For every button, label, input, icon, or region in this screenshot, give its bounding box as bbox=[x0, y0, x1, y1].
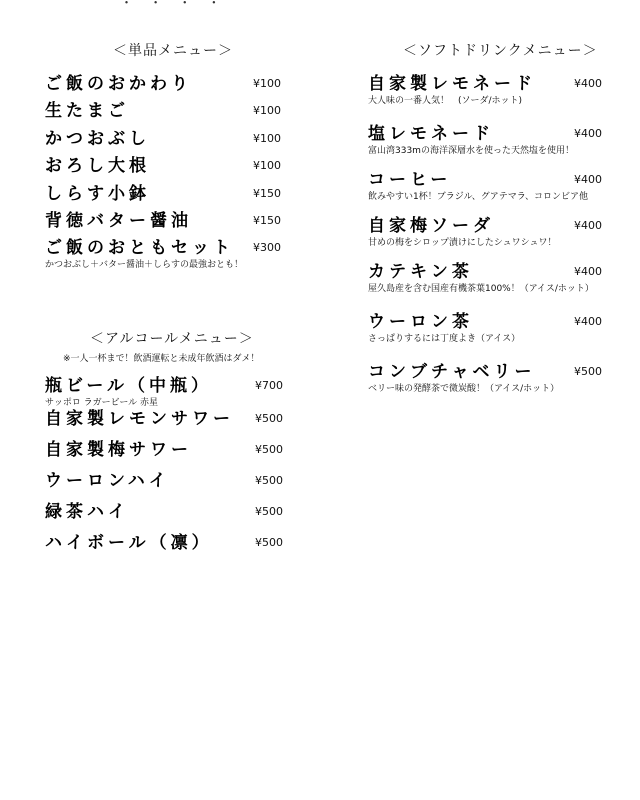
menu-item-name: ご飯のおともセット bbox=[45, 238, 234, 259]
soft-drink-menu-list bbox=[368, 74, 618, 408]
soft-drink-menu-title: ＜ソフトドリンクメニュー＞ bbox=[403, 43, 598, 59]
menu-item bbox=[368, 312, 618, 362]
menu-item-name: ご飯のおかわり bbox=[45, 74, 192, 94]
menu-item-price: ¥100 bbox=[253, 77, 281, 90]
menu-item-price: ¥400 bbox=[574, 315, 602, 328]
soft-drink-menu-section bbox=[368, 40, 618, 408]
menu-item-name: ウーロン茶 bbox=[368, 312, 473, 332]
menu-item bbox=[368, 216, 618, 262]
menu-item-description: 屋久島産を含む国産有機茶葉100%！（アイス/ホット） bbox=[368, 284, 594, 294]
single-menu-title: ＜単品メニュー＞ bbox=[113, 43, 233, 59]
alcohol-menu-section bbox=[45, 328, 290, 564]
menu-item-price: ¥400 bbox=[574, 173, 602, 186]
menu-item bbox=[45, 74, 290, 101]
menu-item bbox=[368, 124, 618, 170]
menu-item-name: 自家梅ソーダ bbox=[368, 216, 494, 236]
single-item-menu-section bbox=[45, 40, 290, 272]
menu-item bbox=[45, 184, 290, 211]
menu-item-price: ¥100 bbox=[253, 131, 281, 145]
menu-item-name: ウーロンハイ bbox=[45, 471, 170, 491]
menu-item bbox=[45, 533, 290, 564]
menu-item-name: 自家製レモネード bbox=[368, 74, 536, 94]
menu-item-price: ¥500 bbox=[255, 536, 283, 549]
menu-item-name: 自家製レモンサワー bbox=[45, 409, 234, 429]
menu-item-price: ¥400 bbox=[574, 265, 602, 278]
menu-item-description: 甘めの梅をシロップ漬けにしたシュワシュワ！ bbox=[368, 238, 557, 248]
menu-item-price: ¥500 bbox=[255, 412, 283, 425]
menu-item-price: ¥500 bbox=[255, 505, 283, 518]
menu-item-name: ハイボール（凛） bbox=[45, 533, 213, 553]
menu-item-description: サッポロ ラガービール 赤星 bbox=[45, 398, 159, 408]
alcohol-notice: ※一人一杯まで！飲酒運転と未成年飲酒はダメ！ bbox=[63, 354, 260, 364]
menu-item-price: ¥700 bbox=[255, 379, 283, 392]
menu-item-price: ¥400 bbox=[574, 219, 602, 232]
menu-item-price: ¥300 bbox=[253, 241, 281, 255]
menu-item bbox=[368, 170, 618, 216]
menu-item bbox=[45, 502, 290, 533]
menu-item-name: おろし大根 bbox=[45, 156, 150, 177]
menu-item bbox=[45, 156, 290, 183]
menu-item bbox=[45, 409, 290, 440]
menu-item bbox=[368, 74, 618, 124]
alcohol-menu-list bbox=[45, 376, 290, 564]
menu-item-description: 富山湾333mの海洋深層水を使った天然塩を使用！ bbox=[368, 146, 574, 156]
menu-item-name: しらす小鉢 bbox=[45, 183, 150, 204]
menu-item-price: ¥150 bbox=[253, 213, 281, 227]
menu-item-price: ¥400 bbox=[574, 127, 602, 140]
menu-item-price: ¥500 bbox=[255, 474, 283, 487]
menu-item-name: コンブチャベリー bbox=[368, 362, 536, 382]
menu-item-description: ベリー味の発酵茶で微炭酸！（アイス/ホット） bbox=[368, 384, 560, 394]
menu-item bbox=[45, 471, 290, 502]
menu-item-name: 塩レモネード bbox=[368, 124, 494, 144]
menu-item bbox=[45, 376, 290, 409]
menu-item-price: ¥100 bbox=[253, 159, 281, 173]
menu-item-price: ¥500 bbox=[255, 443, 283, 456]
menu-item-name: 瓶ビール（中瓶） bbox=[45, 376, 212, 396]
menu-item-name: カテキン茶 bbox=[368, 262, 473, 282]
menu-item-price: ¥400 bbox=[574, 77, 602, 90]
menu-item-price: ¥150 bbox=[253, 186, 281, 200]
menu-item-name: 自家製梅サワー bbox=[45, 440, 192, 460]
menu-item-price: ¥500 bbox=[574, 365, 602, 378]
menu-item bbox=[45, 440, 290, 471]
menu-item-description: さっぱりするには丁度よき（アイス） bbox=[368, 334, 521, 344]
cropped-header-text bbox=[120, 0, 380, 6]
alcohol-menu-title: ＜アルコールメニュー＞ bbox=[90, 331, 254, 347]
menu-item-description: 飲みやすい1杯！ブラジル、グアテマラ、コロンビア他 bbox=[368, 192, 589, 202]
menu-item-name: かつおぶし bbox=[45, 128, 150, 149]
menu-item-name: 緑茶ハイ bbox=[45, 502, 129, 522]
menu-item-name: コーヒー bbox=[368, 170, 452, 190]
menu-item-description: 大人味の一番人気！ (ソーダ/ホット) bbox=[368, 96, 523, 106]
menu-item-name: 生たまご bbox=[45, 101, 129, 122]
menu-item bbox=[45, 211, 290, 238]
menu-item-description: かつおぶし＋バター醤油＋しらすの最強おとも！ bbox=[45, 260, 244, 271]
single-menu-list bbox=[45, 74, 290, 272]
menu-item bbox=[368, 262, 618, 312]
menu-item-price: ¥100 bbox=[253, 104, 281, 118]
menu-item-name: 背徳バター醤油 bbox=[45, 210, 192, 231]
menu-item bbox=[45, 101, 290, 128]
menu-item bbox=[45, 129, 290, 156]
menu-item bbox=[45, 238, 290, 272]
menu-item bbox=[368, 362, 618, 408]
